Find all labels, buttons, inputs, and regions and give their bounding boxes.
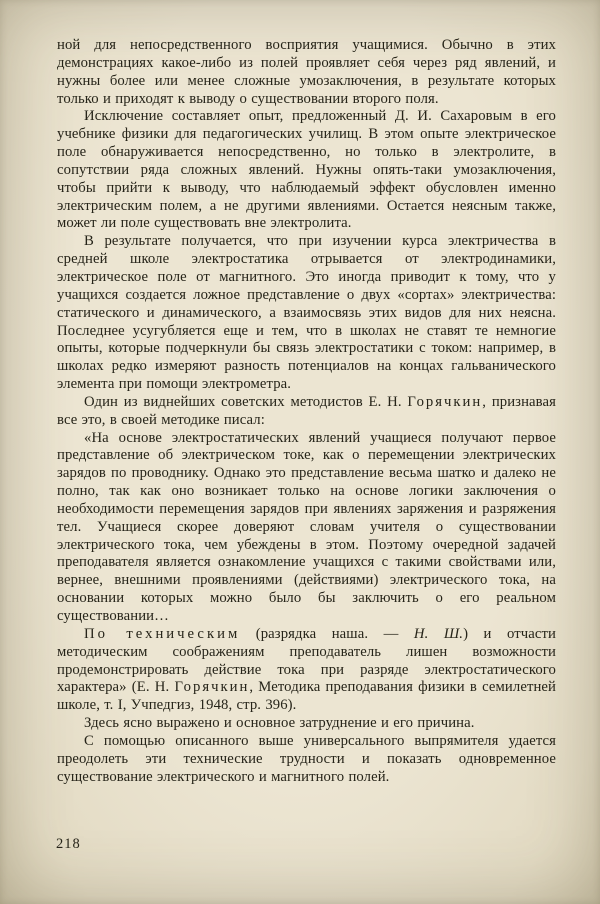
paragraph-8: С помощью описанного выше универсального выпрямителя удается преодолеть эти технические трудности и показать одновременное существование электрического и магнитного полей.: [57, 732, 556, 785]
paragraph-4-tail: , признавая все это, в своей методике писал:: [57, 393, 556, 428]
page-number: 218: [56, 836, 81, 852]
paragraph-4-author-name: Горячкин: [407, 393, 483, 410]
paragraph-5-quote: «На основе электростатических явлений учащиеся получают первое представление об электрическом токе, как о перемещении электрических зарядов по проводнику. Однако это представление весьма шатко и далеко не полно, так как оно возникает только на основе логики заключения о необходимости перемещения зарядов при явлениях заряжения и разряжения тел. Учащиеся скорее доверяют словам учителя о существовании электрического тока, чем убеждены в этом. Поэтому очередной задачей преподавателя является ознакомление учащихся с такими свойствами или, вернее, внешними проявлениями (действиями) электрического тока, на основании которых можно было бы заключить о его реальном существовании…: [57, 429, 556, 624]
paragraph-6-cited-author: Горячкин: [174, 679, 250, 696]
paragraph-4: [57, 394, 556, 430]
paragraph-6-emphasized-lead: По техническим: [84, 625, 241, 642]
paragraph-6-author-initials: Н. Ш.: [413, 625, 464, 642]
paragraph-6-quote-end: [57, 626, 556, 715]
page-text-column: [57, 37, 556, 786]
paragraph-2: Исключение составляет опыт, предложенный Д. И. Сахаровым в его учебнике физики для педагогических училищ. В этом опыте электрическое поле обнаруживается непосредственно, но только в электролите, в сопутствии ряда сложных явлений. Нужны опять-таки умозаключения, чтобы прийти к выводу, что наблюдаемый эффект обусловлен именно электрическим полем, а не другими явлениями. Остается неясным также, может ли поле существовать вне электролита.: [57, 108, 556, 232]
paragraph-7: Здесь ясно выражено и основное затруднение и его причина.: [84, 715, 475, 732]
paragraph-6-citation: , Методика преподавания физики в семилетней школе, т. I, Учпедгиз, 1948, стр. 396).: [57, 679, 556, 714]
paragraph-6-note: (разрядка наша. —: [240, 625, 414, 642]
paragraph-3: В результате получается, что при изучении курса электричества в средней школе электростатика отрывается от электродинамики, электрическое поле от магнитного. Это иногда приводит к тому, что у учащихся создается ложное представление о двух «сортах» электричества: статического и динамического, а взаимосвязь этих видов для них неясна. Последнее усугубляется еще и тем, что в школах не ставят те немногие опыты, которые подчеркнули бы связь электростатики с током: например, в школах редко измеряют разность потенциалов на концах гальванического элемента при помощи электрометра.: [57, 233, 556, 393]
paragraph-1: ной для непосредственного восприятия учащимися. Обычно в этих демонстрациях какое-либо из полей проявляет себя через ряд явлений, и нужны более или менее сложные умозаключения, в результате которых только и приходят к выводу о существовании второго поля.: [57, 37, 556, 107]
paragraph-4-lead: Один из виднейших советских методистов Е. Н.: [84, 393, 408, 410]
paragraph-6-body: ) и отчасти методическим соображениям преподаватель лишен возможности продемонстрировать действие тока при разряде электростатического характера» (Е. Н.: [57, 625, 556, 696]
